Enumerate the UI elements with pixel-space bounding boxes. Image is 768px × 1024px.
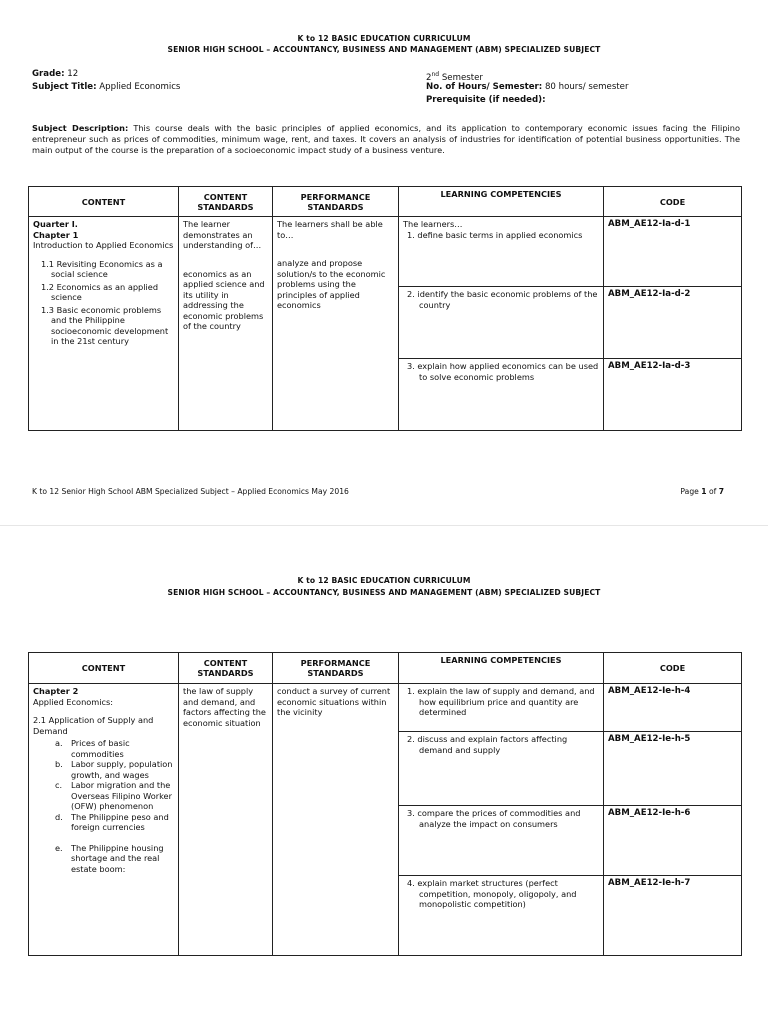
section-title: 2.1 Application of Supply and Demand	[33, 715, 154, 736]
performance-standards-cell	[273, 217, 399, 431]
content-cell	[29, 684, 179, 956]
table-header-row	[29, 653, 742, 684]
code-cell: ABM_AE12-Ie-h-4	[604, 684, 742, 732]
competency-text: 3. explain how applied economics can be used to solve economic problems	[407, 361, 599, 382]
list-letter: e.	[55, 842, 63, 853]
code-cell: ABM_AE12-Ia-d-1	[604, 217, 742, 287]
column-header-content-standards: CONTENT STANDARDS	[179, 653, 273, 684]
code-cell: ABM_AE12-Ie-h-6	[604, 806, 742, 876]
topic-list	[33, 738, 174, 874]
subject-description-text: This course deals with the basic principles of applied economics, and its application to contemporary economic issues facing the Filipino entrepreneur such as prices of commodities, minimum wage, rent, and taxes. It covers an analysis of industries for identification of potential business opportunities. The main output of the course is the preparation of a socioeconomic impact study of a business venture.	[32, 123, 740, 155]
competency-cell	[399, 806, 604, 876]
curriculum-header-line-2: SENIOR HIGH SCHOOL – ACCOUNTANCY, BUSINESS AND MANAGEMENT (ABM) SPECIALIZED SUBJECT	[167, 45, 601, 54]
learners-intro: The learners…	[403, 219, 463, 229]
list-letter: d.	[55, 811, 63, 822]
competency-text: 4. explain market structures (perfect competition, monopoly, oligopoly, and monopolistic competition)	[407, 878, 577, 909]
subject-title-value: Applied Economics	[99, 82, 181, 92]
column-header-learning-competencies: LEARNING COMPETENCIES	[399, 187, 604, 217]
content-standards-cell	[179, 217, 273, 431]
content-standards-cell	[179, 684, 273, 956]
subject-title-label: Subject Title:	[32, 82, 97, 92]
column-header-code: CODE	[604, 653, 742, 684]
footer-left-text: K to 12 Senior High School ABM Specialized Subject – Applied Economics May 2016	[32, 487, 349, 496]
competency-cell	[399, 732, 604, 806]
grade-label: Grade:	[32, 69, 65, 79]
quarter-label: Quarter I.	[33, 219, 78, 229]
curriculum-page-2	[0, 560, 768, 1024]
performance-standards-text: analyze and propose solution/s to the economic problems using the principles of applied economics	[277, 258, 386, 310]
topic-list	[33, 259, 174, 347]
table-row	[29, 217, 742, 287]
list-item: 1.2 Economics as an applied science	[41, 281, 159, 302]
column-header-content-standards: CONTENT STANDARDS	[179, 187, 273, 217]
footer-page-number	[680, 487, 724, 496]
competency-cell	[399, 359, 604, 431]
competency-text: 2. discuss and explain factors affecting demand and supply	[407, 734, 568, 755]
subject-title-line	[32, 82, 180, 93]
table-row	[29, 684, 742, 732]
column-header-content: CONTENT	[29, 653, 179, 684]
curriculum-header-line-1: K to 12 BASIC EDUCATION CURRICULUM	[297, 34, 471, 43]
grade-value: 12	[67, 69, 79, 79]
list-text: Labor supply, population growth, and wages	[71, 759, 173, 780]
competency-cell	[399, 287, 604, 359]
list-letter: a.	[55, 738, 63, 748]
list-item	[55, 759, 174, 780]
column-header-performance-standards: PERFORMANCE STANDARDS	[273, 187, 399, 217]
hours-line	[426, 82, 629, 93]
curriculum-page-1	[0, 0, 768, 510]
code-cell: ABM_AE12-Ia-d-3	[604, 359, 742, 431]
list-item	[55, 811, 174, 833]
column-header-performance-standards: PERFORMANCE STANDARDS	[273, 653, 399, 684]
list-text: Prices of basic commodities	[71, 738, 130, 759]
column-header-content: CONTENT	[29, 187, 179, 217]
hours-label: No. of Hours/ Semester:	[426, 82, 543, 92]
list-text: The Philippine housing shortage and the real estate boom:	[71, 842, 164, 874]
page-of: of	[708, 487, 717, 496]
content-cell	[29, 217, 179, 431]
table-header-row	[29, 187, 742, 217]
semester-suffix: nd	[431, 71, 440, 78]
prerequisite-line	[426, 95, 546, 106]
code-cell: ABM_AE12-Ie-h-7	[604, 876, 742, 956]
curriculum-header-line-2: SENIOR HIGH SCHOOL – ACCOUNTANCY, BUSINESS AND MANAGEMENT (ABM) SPECIALIZED SUBJECT	[167, 588, 601, 597]
page-prefix: Page	[680, 487, 699, 496]
page-total: 7	[718, 487, 724, 496]
subject-description	[32, 123, 740, 156]
list-text: The Philippine peso and foreign currencies	[71, 811, 169, 832]
curriculum-table-2	[28, 652, 742, 956]
performance-standards-text: conduct a survey of current economic situations within the vicinity	[277, 686, 391, 717]
competency-cell	[399, 217, 604, 287]
chapter-label: Chapter 1	[33, 229, 79, 240]
curriculum-header-line-1: K to 12 BASIC EDUCATION CURRICULUM	[297, 576, 471, 585]
competency-cell	[399, 684, 604, 732]
list-item	[55, 738, 174, 759]
competency-cell	[399, 876, 604, 956]
performance-standards-intro: The learners shall be able to…	[277, 219, 383, 240]
semester-number: 2	[426, 72, 432, 83]
list-item: 1.1 Revisiting Economics as a social science	[41, 258, 163, 279]
content-standards-text: economics as an applied science and its utility in addressing the economic problems of the country	[183, 268, 265, 331]
competency-text: 2. identify the basic economic problems of the country	[407, 289, 598, 310]
grade-line	[32, 69, 78, 80]
semester-text: Semester	[441, 72, 483, 83]
content-standards-intro: The learner demonstrates an understanding of…	[183, 219, 262, 250]
competency-text: 1. explain the law of supply and demand, and how equilibrium price and quantity are determined	[407, 686, 595, 717]
list-item	[55, 780, 174, 812]
prerequisite-label: Prerequisite (if needed):	[426, 95, 546, 105]
list-item: 1.3 Basic economic problems and the Philippine socioeconomic development in the 21st century	[41, 304, 169, 346]
curriculum-table-1	[28, 186, 742, 431]
page-separator	[0, 525, 768, 526]
column-header-code: CODE	[604, 187, 742, 217]
hours-value: 80 hours/ semester	[544, 82, 629, 92]
code-cell: ABM_AE12-Ia-d-2	[604, 287, 742, 359]
chapter-title: Introduction to Applied Economics	[33, 240, 174, 250]
page-current: 1	[701, 487, 707, 496]
list-letter: c.	[55, 780, 63, 790]
list-item	[55, 842, 174, 875]
chapter-title: Applied Economics:	[33, 696, 114, 707]
subject-description-label: Subject Description:	[32, 123, 129, 133]
competency-text: 3. compare the prices of commodities and analyze the impact on consumers	[407, 808, 581, 829]
column-header-learning-competencies: LEARNING COMPETENCIES	[399, 653, 604, 684]
list-letter: b.	[55, 759, 63, 769]
list-text: Labor migration and the Overseas Filipino Worker (OFW) phenomenon	[71, 780, 172, 811]
performance-standards-cell	[273, 684, 399, 956]
chapter-label: Chapter 2	[33, 686, 79, 696]
competency-text: 1. define basic terms in applied economics	[407, 229, 583, 240]
content-standards-text: the law of supply and demand, and factors affecting the economic situation	[183, 686, 266, 728]
code-cell: ABM_AE12-Ie-h-5	[604, 732, 742, 806]
